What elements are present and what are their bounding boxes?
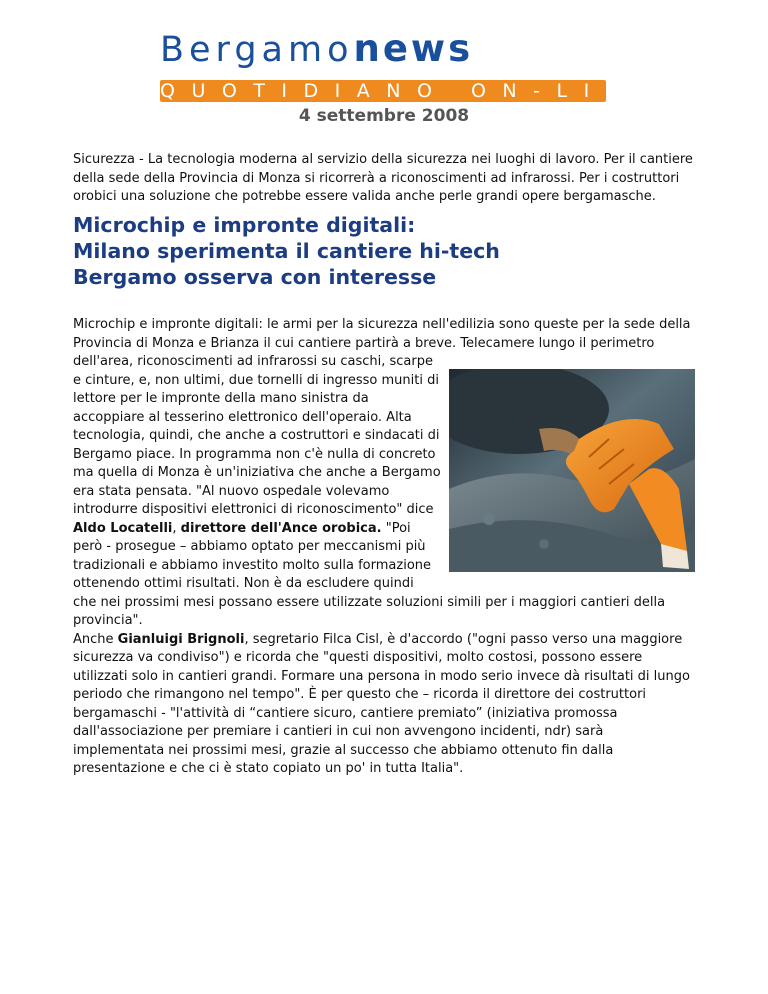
body-paragraph-2-text: , segretario Filca Cisl, è d'accordo ("ogni passo verso una maggiore sicurezza va condiviso") e ricorda che "questi dispositivi, molto costosi, possono essere utilizzati solo in cantieri grandi. Formare una persona in modo serio invece dà risultati di lungo periodo che rimangono nel tempo". È per questo che – ricorda il direttore dei costruttori bergamaschi - "l'attività di “cantiere sicuro, cantiere premiato” (iniziativa promossa dall'associazione per premiare i cantieri in cui non avvengono incidenti, ndr) sarà implementata nei prossimi mesi, grazie al successo che abbiamo ottenuto fin dalla presentazione e che ci è stato copiato un po' in tutta Italia". [73, 631, 690, 776]
body-paragraph-1: Telecamere lungo il perimetro dell'area, riconoscimenti ad infrarossi su caschi, scarpe e cinture, e, non ultimi, due tornelli di ingresso muniti di lettore per le impronte della mano sinistra da accoppiare al tesserino elettronico dell'operaio. Alta tecnologia, quindi, che anche a costruttori e sindacati di Bergamo piace. In programma non c'è nulla di concreto ma quella di Monza è un'iniziativa che anche a Bergamo era stata pensata. "Al nuovo ospedale volevamo introdurre dispositivi elettronici di riconoscimento" dice [73, 335, 655, 517]
article-headline [73, 212, 693, 290]
masthead-tagline: QUOTIDIANO ON-LINE [160, 80, 665, 102]
glove-image [449, 369, 695, 572]
person-name-locatelli: Aldo Locatelli [73, 520, 173, 536]
masthead-logo [160, 27, 608, 70]
article-body [73, 316, 695, 779]
body-paragraph-2-lead: Anche [73, 631, 118, 647]
headline-line-3: Bergamo osserva con interesse [73, 265, 437, 289]
body-separator: , [172, 520, 181, 536]
body-paragraph-2 [73, 631, 695, 779]
article-date: 4 settembre 2008 [298, 106, 470, 126]
person-role-locatelli: direttore dell'Ance orobica. [180, 520, 382, 536]
headline-line-2: Milano sperimenta il cantiere hi-tech [73, 239, 500, 263]
brand-name-light: Bergamo [160, 30, 354, 70]
brand-name-bold: news [353, 27, 474, 70]
headline-line-1: Microchip e impronte digitali: [73, 213, 416, 237]
article-photo-glove [449, 369, 695, 572]
body-intro: Microchip e impronte digitali: le armi per la sicurezza nell'edilizia sono queste per la sede della Provincia di Monza e Brianza il cui cantiere partirà a breve. [73, 317, 691, 351]
article-summary: Sicurezza - La tecnologia moderna al servizio della sicurezza nei luoghi di lavoro. Per il cantiere della sede della Provincia di Monza si ricorrerà a riconoscimenti ad infrarossi. Per i costruttori orobici una soluzione che potrebbe essere valida anche perle grandi opere bergamasche. [73, 152, 693, 204]
person-name-brignoli: Gianluigi Brignoli [117, 631, 245, 647]
body-paragraph-1-cont: "Poi però - prosegue – abbiamo optato per meccanismi più tradizionali e abbiamo investito molto sulla formazione ottenendo ottimi risultati. Non è da escludere quindi che nei prossimi mesi possano essere utilizzate soluzioni simili per i maggiori cantieri della provincia". [73, 520, 666, 628]
